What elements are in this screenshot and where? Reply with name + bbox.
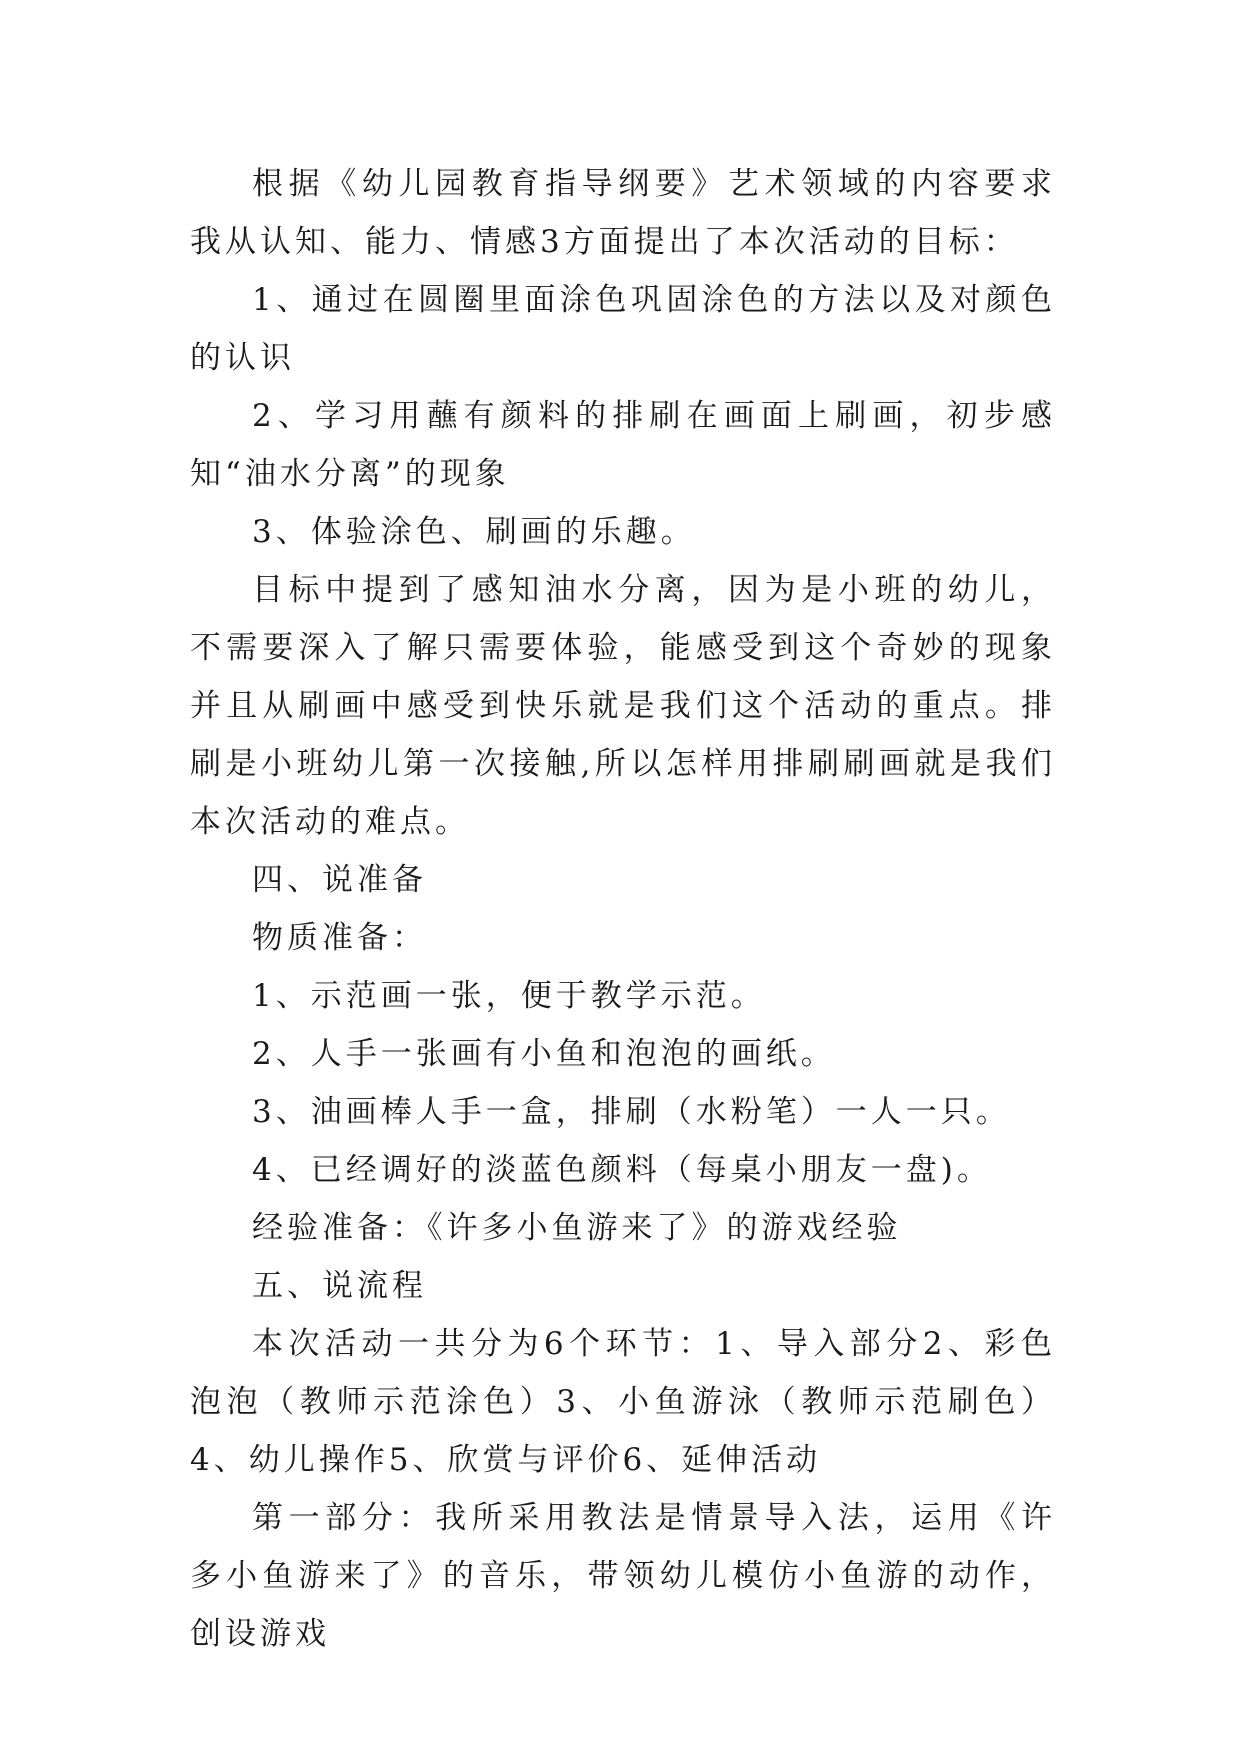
list-item-material-2: 2、人手一张画有小鱼和泡泡的画纸。 — [252, 1036, 836, 1072]
section-heading-preparation: 四、说准备 — [252, 862, 427, 898]
paragraph-goals-intro: 根据《幼儿园教育指导纲要》艺术领域的内容要求我从认知、能力、情感3方面提出了本次活动的目标： — [190, 166, 1056, 260]
paragraph-experience-preparation: 经验准备：《许多小鱼游来了》的游戏经验 — [252, 1210, 902, 1246]
list-item-material-1: 1、示范画一张，便于教学示范。 — [252, 978, 766, 1014]
subheading-material-preparation: 物质准备： — [252, 920, 427, 956]
document-body — [190, 155, 1056, 1663]
paragraph-key-points: 目标中提到了感知油水分离，因为是小班的幼儿，不需要深入了解只需要体验，能感受到这个奇妙的现象并且从刷画中感受到快乐就是我们这个活动的重点。排刷是小班幼儿第一次接触,所以怎样用排刷刷画就是我们本次活动的难点。 — [190, 572, 1056, 840]
paragraph-process-overview: 本次活动一共分为6个环节：1、导入部分2、彩色泡泡（教师示范涂色）3、小鱼游泳（教师示范刷色）4、幼儿操作5、欣赏与评价6、延伸活动 — [190, 1326, 1056, 1478]
paragraph-goal-3: 3、体验涂色、刷画的乐趣。 — [252, 514, 696, 550]
paragraph-goal-2: 2、学习用蘸有颜料的排刷在画面上刷画，初步感知“油水分离”的现象 — [190, 398, 1056, 492]
list-item-material-4: 4、已经调好的淡蓝色颜料（每桌小朋友一盘)。 — [252, 1152, 992, 1188]
list-item-material-3: 3、油画棒人手一盒，排刷（水粉笔）一人一只。 — [252, 1094, 1011, 1130]
section-heading-process: 五、说流程 — [252, 1268, 427, 1304]
paragraph-part-one: 第一部分：我所采用教法是情景导入法，运用《许多小鱼游来了》的音乐，带领幼儿模仿小鱼游的动作，创设游戏 — [190, 1500, 1056, 1652]
paragraph-goal-1: 1、通过在圆圈里面涂色巩固涂色的方法以及对颜色的认识 — [190, 282, 1056, 376]
